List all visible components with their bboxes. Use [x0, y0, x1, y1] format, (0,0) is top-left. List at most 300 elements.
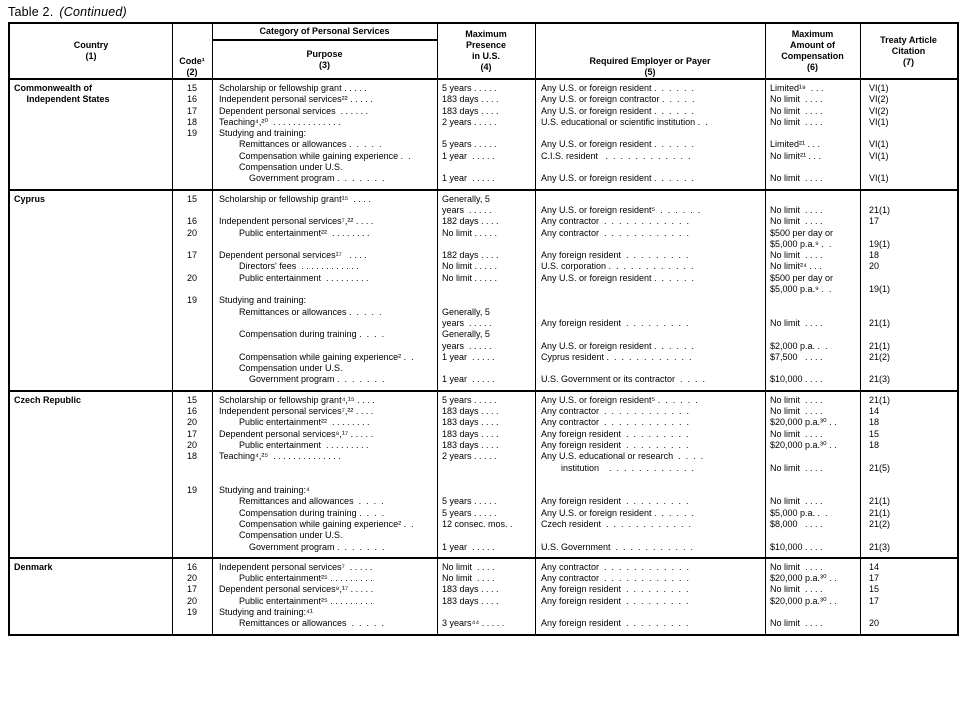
cell-compensation — [765, 162, 860, 173]
cell-country: Denmark — [14, 561, 53, 572]
cell-code: 17 — [186, 428, 197, 439]
table-row — [10, 573, 957, 584]
cell-country — [10, 318, 172, 329]
cell-purpose: Public entertainment²⁵ . . . . . . . . . — [219, 595, 373, 606]
table-row — [10, 250, 957, 261]
cell-presence: Generally, 5 — [442, 306, 490, 317]
cell-country — [10, 295, 172, 306]
cell-presence: 183 days . . . . — [442, 94, 499, 105]
cell-purpose: Government program . . . . . . . — [219, 173, 385, 184]
cell-purpose — [212, 239, 437, 250]
cell-employer: Any foreign resident . . . . . . . . . — [541, 496, 689, 507]
cell-citation: VI(1) — [869, 83, 889, 93]
cell-country — [10, 273, 172, 284]
cell-code: 20 — [186, 227, 197, 238]
cell-employer — [535, 295, 765, 306]
cell-employer — [535, 329, 765, 340]
cell-country — [10, 261, 172, 272]
cell-compensation: $8,000 . . . . — [770, 518, 823, 529]
cell-citation: VI(1) — [869, 173, 889, 184]
cell-presence: 5 years . . . . . — [442, 139, 497, 150]
cell-compensation: Limited¹⁹ . . . — [770, 83, 824, 93]
cell-employer — [535, 485, 765, 496]
cell-purpose: Compensation while gaining experience² . . — [219, 351, 414, 362]
table-row — [10, 284, 957, 295]
cell-compensation: No limit . . . . — [770, 618, 823, 629]
cell-employer: Any foreign resident . . . . . . . . . — [541, 618, 689, 629]
cell-code — [172, 162, 212, 173]
cell-country — [10, 284, 172, 295]
cell-citation: 14 — [869, 406, 880, 417]
cell-purpose: Compensation during training . . . . — [219, 507, 385, 518]
cell-purpose: Government program . . . . . . . — [219, 541, 385, 552]
header-country: Country (1) — [73, 40, 109, 61]
table-row — [10, 508, 957, 519]
cell-presence: 182 days . . . . — [442, 250, 499, 261]
cell-employer — [535, 239, 765, 250]
cell-country — [10, 117, 172, 128]
cell-purpose: Dependent personal services¹⁷ . . . . — [219, 250, 367, 261]
cell-compensation: $10,000 . . . . — [770, 374, 823, 385]
cell-compensation: No limit . . . . — [770, 428, 823, 439]
table-row — [10, 451, 957, 462]
cell-country — [10, 429, 172, 440]
cell-compensation: $500 per day or — [770, 272, 834, 283]
table-row — [10, 117, 957, 128]
cell-presence — [437, 463, 535, 474]
header-compensation: Maximum Amount of Compensation (6) — [781, 29, 844, 72]
cell-country — [10, 341, 172, 352]
table-row — [10, 395, 957, 406]
column-divider — [172, 24, 173, 634]
table-row — [10, 519, 957, 530]
cell-purpose: Remittances or allowances . . . . . — [219, 618, 385, 629]
cell-compensation: No limit . . . . — [770, 94, 823, 105]
cell-employer: Any U.S. educational or research . . . . — [541, 451, 704, 462]
cell-country — [10, 474, 172, 485]
cell-code — [172, 374, 212, 385]
cell-presence: 2 years . . . . . — [442, 116, 497, 127]
cell-citation — [860, 329, 957, 340]
cell-employer — [535, 363, 765, 374]
header-citation: Treaty Article Citation (7) — [880, 34, 937, 67]
cell-citation: 21(1) — [869, 317, 891, 328]
cell-presence: 1 year . . . . . — [442, 541, 495, 552]
cell-purpose: Compensation under U.S. — [219, 162, 343, 173]
cell-country — [10, 363, 172, 374]
cell-purpose — [212, 474, 437, 485]
cell-compensation: No limit . . . . — [770, 116, 823, 127]
cell-compensation: $2,000 p.a. . . — [770, 340, 828, 351]
cell-employer: Czech resident . . . . . . . . . . . . — [541, 518, 692, 529]
cell-purpose: Teaching⁴,²⁰ . . . . . . . . . . . . . . — [219, 116, 341, 127]
cell-code — [172, 261, 212, 272]
cell-employer: Any contractor . . . . . . . . . . . . — [541, 227, 690, 238]
header-category: Category of Personal Services — [212, 24, 437, 41]
cell-employer: Any foreign resident . . . . . . . . . — [541, 595, 689, 606]
cell-presence: 5 years . . . . . — [442, 496, 497, 507]
column-divider — [535, 24, 536, 634]
cell-code: 16 — [186, 561, 197, 572]
cell-compensation: $10,000 . . . . — [770, 541, 823, 552]
cell-code: 20 — [186, 439, 197, 450]
cell-employer — [535, 128, 765, 139]
table-body — [10, 80, 957, 634]
cell-employer: Any U.S. or foreign resident⁵ . . . . . . — [541, 204, 701, 215]
cell-compensation: No limit . . . . — [770, 462, 823, 473]
cell-country — [10, 440, 172, 451]
cell-presence — [437, 128, 535, 139]
cell-employer: Any foreign resident . . . . . . . . . — [541, 250, 689, 261]
cell-citation: VI(1) — [869, 150, 889, 161]
cell-citation: 21(3) — [869, 541, 891, 552]
table-row — [10, 341, 957, 352]
cell-employer — [535, 530, 765, 541]
cell-compensation: No limit . . . . — [770, 204, 823, 215]
cell-citation: 21(1) — [869, 394, 891, 405]
cell-code — [172, 542, 212, 553]
cell-citation: 21(1) — [869, 507, 891, 518]
table-row — [10, 329, 957, 340]
cell-country — [10, 530, 172, 541]
cell-citation: 21(1) — [869, 496, 891, 507]
cell-purpose: Studying and training: — [219, 295, 307, 306]
cell-compensation — [765, 363, 860, 374]
cell-presence: years . . . . . — [442, 204, 492, 215]
document-page — [0, 5, 963, 726]
cell-purpose: Scholarship or fellowship grant¹⁵ . . . . — [219, 193, 371, 204]
cell-citation — [860, 162, 957, 173]
cell-compensation — [765, 474, 860, 485]
cell-country — [10, 228, 172, 239]
cell-citation: 20 — [869, 261, 880, 272]
cell-citation: 17 — [869, 216, 880, 227]
cell-code — [172, 530, 212, 541]
cell-presence: 1 year . . . . . — [442, 173, 495, 184]
cell-employer: Cyprus resident . . . . . . . . . . . . — [541, 351, 692, 362]
cell-country — [10, 573, 172, 584]
column-divider — [765, 24, 766, 634]
table-row — [10, 216, 957, 227]
cell-code: 20 — [186, 573, 197, 584]
table-row — [10, 318, 957, 329]
cell-citation: 17 — [869, 573, 880, 584]
table-row — [10, 295, 957, 306]
cell-employer: Any contractor . . . . . . . . . . . . — [541, 561, 690, 572]
table-row — [10, 542, 957, 553]
table-header — [10, 24, 957, 80]
cell-purpose: Dependent personal services⁸,¹⁷ . . . . . — [219, 584, 374, 595]
cell-presence — [437, 607, 535, 618]
cell-code: 19 — [186, 485, 197, 496]
cell-purpose: Scholarship or fellowship grant . . . . . — [219, 83, 367, 93]
cell-country — [10, 618, 172, 629]
cell-code: 20 — [186, 417, 197, 428]
cell-code — [172, 239, 212, 250]
cell-code: 15 — [186, 83, 197, 93]
cell-code — [172, 139, 212, 150]
table-row — [10, 496, 957, 507]
cell-employer: institution . . . . . . . . . . . . — [541, 462, 695, 473]
cell-employer — [535, 474, 765, 485]
cell-citation: 14 — [869, 561, 880, 572]
cell-country — [10, 596, 172, 607]
cell-citation: 18 — [869, 417, 880, 428]
cell-country — [10, 329, 172, 340]
table-row — [10, 352, 957, 363]
cell-compensation — [765, 530, 860, 541]
table-row — [10, 173, 957, 184]
cell-presence: No limit . . . . . — [442, 272, 498, 283]
cell-presence: 183 days . . . . — [442, 406, 499, 417]
table-row — [10, 139, 957, 150]
cell-citation: 19(1) — [869, 238, 891, 249]
cell-compensation: $20,000 p.a.³⁰ . . — [770, 417, 837, 428]
cell-presence: 1 year . . . . . — [442, 351, 495, 362]
cell-country — [10, 151, 172, 162]
cell-employer: Any U.S. or foreign resident . . . . . . — [541, 83, 695, 93]
cell-purpose: Independent personal services²² . . . . . — [219, 94, 373, 105]
cell-code — [172, 329, 212, 340]
cell-country — [10, 352, 172, 363]
cell-compensation — [765, 128, 860, 139]
cell-presence: 3 years⁴⁴ . . . . . — [442, 618, 505, 629]
cell-citation — [860, 295, 957, 306]
cell-country — [10, 162, 172, 173]
country-block — [10, 557, 957, 634]
cell-compensation — [765, 307, 860, 318]
cell-country — [10, 508, 172, 519]
cell-citation — [860, 485, 957, 496]
cell-employer: Any U.S. or foreign resident . . . . . . — [541, 272, 695, 283]
cell-citation: 20 — [869, 618, 880, 629]
cell-employer: Any U.S. or foreign resident . . . . . . — [541, 340, 695, 351]
cell-compensation — [765, 607, 860, 618]
cell-compensation: No limit . . . . — [770, 584, 823, 595]
cell-compensation: $20,000 p.a.³⁰ . . — [770, 573, 837, 584]
cell-citation: 18 — [869, 439, 880, 450]
cell-purpose: Public entertainment²⁵ . . . . . . . . . — [219, 573, 373, 584]
cell-purpose: Independent personal services⁷ . . . . . — [219, 561, 373, 572]
table-row — [10, 485, 957, 496]
cell-presence: Generally, 5 — [442, 329, 490, 340]
cell-employer: U.S. Government or its contractor . . . . — [541, 374, 706, 385]
cell-presence — [437, 239, 535, 250]
cell-presence — [437, 363, 535, 374]
column-divider — [860, 24, 861, 634]
cell-citation — [860, 530, 957, 541]
cell-compensation: No limit . . . . — [770, 496, 823, 507]
table-row — [10, 162, 957, 173]
cell-purpose: Public entertainment²² . . . . . . . . — [219, 227, 370, 238]
table-row — [10, 106, 957, 117]
cell-presence: 183 days . . . . — [442, 105, 499, 116]
cell-citation: 15 — [869, 584, 880, 595]
cell-purpose: Independent personal services⁷,²² . . . . — [219, 406, 374, 417]
cell-compensation: $5,000 p.a. . . — [770, 507, 828, 518]
cell-country — [10, 417, 172, 428]
cell-presence: No limit . . . . — [442, 561, 495, 572]
cell-citation: VI(2) — [869, 94, 889, 105]
cell-code: 18 — [186, 116, 197, 127]
table-row — [10, 596, 957, 607]
cell-purpose: Studying and training:⁴¹ — [219, 607, 313, 618]
cell-presence: 183 days . . . . — [442, 428, 499, 439]
cell-compensation: $500 per day or — [770, 227, 834, 238]
cell-purpose — [212, 284, 437, 295]
column-divider — [212, 24, 213, 634]
table-row — [10, 474, 957, 485]
cell-employer: Any contractor . . . . . . . . . . . . — [541, 573, 690, 584]
table-row — [10, 374, 957, 385]
cell-presence: No limit . . . . . — [442, 227, 498, 238]
cell-country — [10, 106, 172, 117]
country-block — [10, 80, 957, 189]
cell-code — [172, 352, 212, 363]
table-row — [10, 463, 957, 474]
cell-citation: VI(2) — [869, 105, 889, 116]
cell-purpose: Compensation while gaining experience² . . — [219, 518, 414, 529]
cell-purpose: Studying and training:⁴ — [219, 485, 310, 496]
cell-compensation — [765, 485, 860, 496]
cell-code: 17 — [186, 250, 197, 261]
cell-country — [10, 607, 172, 618]
cell-employer: U.S. corporation . . . . . . . . . . . . — [541, 261, 694, 272]
cell-citation — [860, 451, 957, 462]
cell-country — [10, 496, 172, 507]
table-row — [10, 94, 957, 105]
cell-citation — [860, 273, 957, 284]
cell-purpose: Compensation under U.S. — [219, 363, 343, 374]
cell-employer: Any contractor . . . . . . . . . . . . — [541, 417, 690, 428]
cell-compensation: $20,000 p.a.³⁰ . . — [770, 439, 837, 450]
cell-presence — [437, 530, 535, 541]
table-row — [10, 429, 957, 440]
table-row — [10, 205, 957, 216]
cell-code: 19 — [186, 607, 197, 618]
cell-code: 15 — [186, 394, 197, 405]
cell-country — [10, 374, 172, 385]
cell-employer: Any U.S. or foreign resident . . . . . . — [541, 173, 695, 184]
cell-citation: 17 — [869, 595, 880, 606]
cell-citation — [860, 228, 957, 239]
cell-presence: Generally, 5 — [442, 193, 490, 204]
cell-country — [10, 406, 172, 417]
cell-citation — [860, 474, 957, 485]
cell-code — [172, 463, 212, 474]
cell-code: 15 — [186, 193, 197, 204]
cell-employer: Any foreign resident . . . . . . . . . — [541, 439, 689, 450]
cell-compensation — [765, 451, 860, 462]
cell-citation: 15 — [869, 428, 880, 439]
cell-compensation: No limit . . . . — [770, 406, 823, 417]
cell-employer — [535, 162, 765, 173]
cell-compensation: No limit . . . . — [770, 173, 823, 184]
cell-presence: 182 days . . . . — [442, 216, 499, 227]
cell-code: 19 — [186, 295, 197, 306]
cell-purpose — [212, 318, 437, 329]
cell-code — [172, 618, 212, 629]
header-purpose: Purpose (3) — [306, 48, 343, 70]
cell-purpose: Remittances and allowances . . . . — [219, 496, 384, 507]
cell-purpose: Studying and training: — [219, 128, 307, 139]
cell-presence: 5 years . . . . . — [442, 394, 497, 405]
cell-code: 17 — [186, 584, 197, 595]
cell-compensation: No limit . . . . — [770, 317, 823, 328]
header-category-purpose — [212, 24, 437, 78]
cell-compensation — [765, 194, 860, 205]
table-row — [10, 618, 957, 629]
cell-citation — [860, 194, 957, 205]
cell-presence: No limit . . . . — [442, 573, 495, 584]
cell-code: 16 — [186, 406, 197, 417]
cell-presence: 183 days . . . . — [442, 584, 499, 595]
cell-compensation: No limit . . . . — [770, 250, 823, 261]
cell-country — [10, 205, 172, 216]
table-row — [10, 307, 957, 318]
cell-country — [10, 250, 172, 261]
column-divider — [437, 24, 438, 634]
cell-purpose: Independent personal services⁷,²² . . . . — [219, 216, 374, 227]
cell-employer: Any U.S. or foreign resident . . . . . . — [541, 105, 695, 116]
cell-country: Czech Republic — [14, 394, 82, 405]
cell-purpose: Public entertainment²² . . . . . . . . — [219, 417, 370, 428]
cell-citation: 21(3) — [869, 374, 891, 385]
cell-employer: Any U.S. or foreign contractor . . . . . — [541, 94, 695, 105]
cell-code — [172, 474, 212, 485]
page-title — [8, 5, 963, 19]
header-employer: Required Employer or Payer (5) — [589, 56, 711, 77]
cell-purpose: Government program . . . . . . . — [219, 374, 385, 385]
cell-compensation: $5,000 p.a.⁹ . . — [770, 284, 832, 295]
cell-presence: years . . . . . — [442, 340, 492, 351]
cell-compensation — [765, 329, 860, 340]
cell-presence: 1 year . . . . . — [442, 374, 495, 385]
cell-code: 20 — [186, 595, 197, 606]
cell-compensation: $7,500 . . . . — [770, 351, 823, 362]
cell-employer — [535, 307, 765, 318]
table-row — [10, 417, 957, 428]
cell-purpose: Remittances or allowances . . . . . — [219, 139, 382, 150]
table-row — [10, 607, 957, 618]
cell-citation: 21(2) — [869, 518, 891, 529]
cell-citation: 18 — [869, 250, 880, 261]
cell-code — [172, 519, 212, 530]
header-presence: Maximum Presence in U.S. (4) — [465, 29, 507, 72]
cell-citation — [860, 128, 957, 139]
cell-country — [10, 307, 172, 318]
table-row — [10, 239, 957, 250]
table-row — [10, 83, 957, 94]
cell-purpose: Compensation during training . . . . — [219, 329, 385, 340]
cell-employer: U.S. educational or scientific institution . . — [541, 116, 708, 127]
cell-purpose: Dependent personal services⁸,¹⁷ . . . . . — [219, 428, 374, 439]
cell-purpose — [212, 341, 437, 352]
country-block — [10, 189, 957, 390]
cell-code: 19 — [186, 128, 197, 139]
cell-citation — [860, 607, 957, 618]
cell-compensation: $20,000 p.a.³⁰ . . — [770, 595, 837, 606]
cell-country — [10, 173, 172, 184]
cell-code: 17 — [186, 105, 197, 116]
cell-employer: Any U.S. or foreign resident⁵ . . . . . . — [541, 394, 698, 405]
cell-employer: Any contractor . . . . . . . . . . . . — [541, 216, 690, 227]
table-row — [10, 151, 957, 162]
cell-presence: 5 years . . . . . — [442, 83, 497, 93]
table-row — [10, 273, 957, 284]
cell-employer: Any contractor . . . . . . . . . . . . — [541, 406, 690, 417]
cell-employer — [535, 607, 765, 618]
